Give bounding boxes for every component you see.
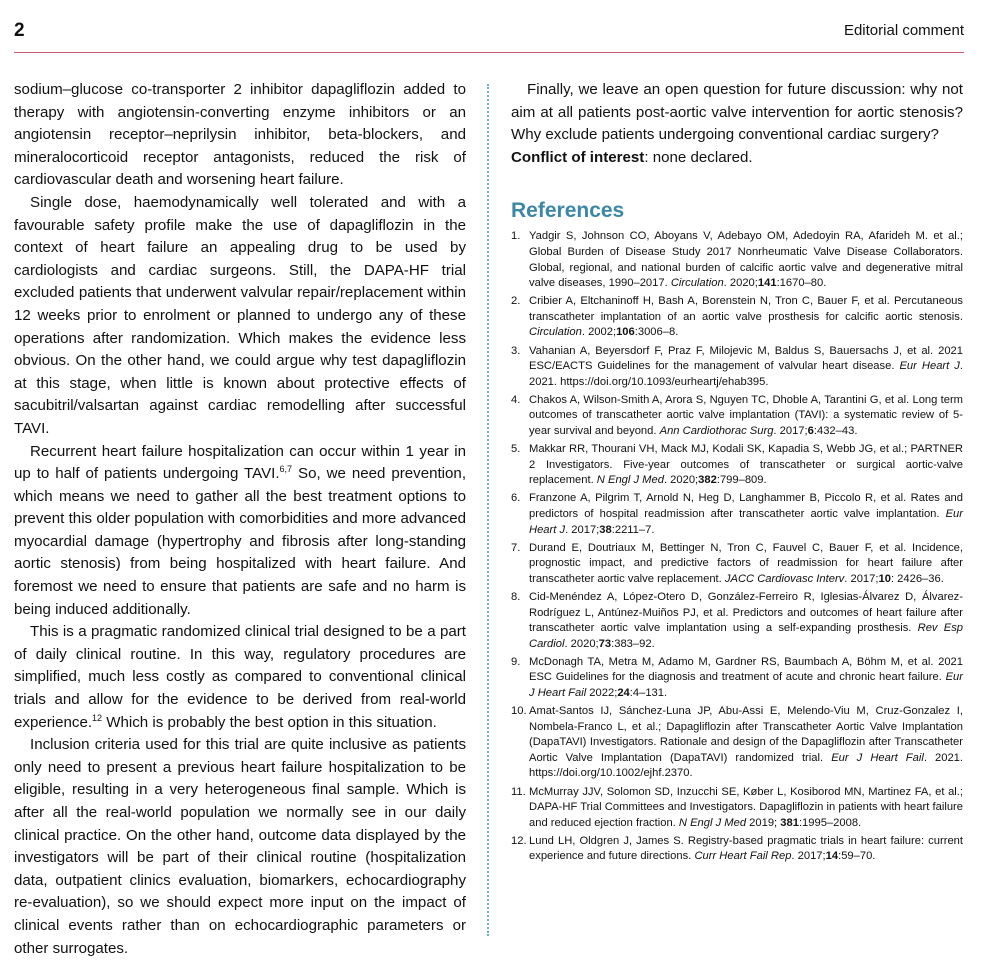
reference-list: [511, 229, 963, 865]
paragraph: Inclusion criteria used for this trial are quite inclusive as patients only need to present a previous heart failure hospitalization to be eligible, resulting in a very heterogeneous final sample. Which is after all the real-world population we normally see in our daily clinical practice. On the other hand, outcome data displayed by the investigators will be part of their clinical routine (hospitalization data, outpatient clinics evaluation, biomarkers, echocardiography re-evaluation), so we should expect more input on the impact of clinical events rather than on echocardiographic parameters or other surrogates.: [14, 736, 466, 957]
reference-number: 5.: [511, 443, 521, 456]
volume: 10: [878, 572, 891, 585]
journal-name: JACC Cardiovasc Interv: [724, 572, 845, 585]
page-header: [14, 18, 964, 53]
volume: 14: [825, 850, 839, 863]
journal-name: Eur Heart J: [529, 507, 963, 536]
journal-name: Circulation: [670, 277, 724, 290]
volume: 6: [807, 425, 814, 437]
reference-item: 7. Durand E, Doutriaux M, Bettinger N, Tron C, Fauvel C, Bauer F, et al. Incidence, prognostic impact, and predictive factors of readmission for heart failure after transcatheter aortic valve replacement. JACC Cardiovasc Interv. 2017;10: 2426–36.: [511, 541, 963, 585]
references-heading: References: [511, 199, 625, 223]
reference-number: 10.: [511, 705, 527, 718]
paragraph: Single dose, haemodynamically well tolerated and with a favourable safety profile make the use of dapagliflozin in the context of heart failure an appealing drug to be used by cardiologists and cardiac surgeons. Still, the DAPA-HF trial excluded patients that underwent valvular repair/replacement within 12 weeks prior to enrolment or planned to undergo any of these operations after randomization. Which makes the evidence less obvious. On the other hand, we could argue why test dapagliflozin at this stage, when little is known about protective effects of sacubitril/valsartan against cardiac remodelling after successful TAVI.: [14, 193, 466, 437]
reference-item: 4. Chakos A, Wilson-Smith A, Arora S, Nguyen TC, Dhoble A, Tarantini G, et al. Long term outcomes of transcatheter aortic valve implantation (TAVI): a systematic review of 5-year survival and beyond. Ann Cardiothorac Surg. 2017;6:432–43.: [511, 393, 963, 437]
reference-item: 8. Cid-Menéndez A, López-Otero D, González-Ferreiro R, Iglesias-Álvarez D, Álvarez-Rodríguez L, Antúnez-Muiños PJ, et al. Predictors and outcomes of heart failure after transcatheter aortic valve implantation using a self-expanding prosthesis. Rev Esp Cardiol. 2020;73:383–92.: [511, 590, 964, 650]
reference-number: 2.: [511, 295, 521, 308]
reference-number: 6.: [511, 492, 521, 505]
volume: 141: [757, 277, 777, 290]
reference-number: 12.: [511, 834, 527, 847]
volume: 38: [599, 523, 612, 536]
reference-number: 7.: [511, 541, 521, 554]
reference-item: 5. Makkar RR, Thourani VH, Mack MJ, Kodali SK, Kapadia S, Webb JG, et al.; PARTNER 2 Investigators. Five-year outcomes of transcatheter or surgical aortic-valve replacement. N Engl J Med. 2020;382:799–809.: [511, 443, 963, 487]
conflict-of-interest: Conflict of interest: none declared.: [511, 148, 753, 166]
reference-item: 11. McMurray JJV, Solomon SD, Inzucchi SE, Køber L, Kosiborod MN, Martinez FA, et al.; DAPA-HF Trial Committees and Investigators. Dapagliflozin in patients with heart failure and reduced ejection fraction. N Engl J Med 2019; 381:1995–2008.: [511, 785, 963, 829]
left-column: [14, 79, 466, 960]
journal-name: N Engl J Med: [678, 816, 747, 829]
journal-name: N Engl J Med: [596, 474, 664, 487]
citation-superscript[interactable]: 12: [92, 712, 103, 723]
journal-name: Circulation: [529, 326, 582, 339]
reference-item: 6. Franzone A, Pilgrim T, Arnold N, Heg D, Langhammer B, Piccolo R, et al. Rates and predictors of hospital readmission after transcatheter aortic valve implantation. Eur Heart J. 2017;38:2211–7.: [511, 492, 963, 536]
column-divider: [487, 84, 489, 936]
reference-number: 11.: [511, 785, 526, 798]
reference-number: 3.: [511, 344, 521, 357]
right-column: [511, 79, 963, 868]
reference-number: 8.: [511, 590, 521, 603]
journal-name: Ann Cardiothorac Surg: [659, 425, 774, 437]
volume: 382: [698, 474, 717, 487]
reference-item: 3. Vahanian A, Beyersdorf F, Praz F, Milojevic M, Baldus S, Bauersachs J, et al. 2021 ESC/EACTS Guidelines for the management of valvular heart disease. Eur Heart J. 2021. https://doi.org/10.1093/eurheartj/ehab395.: [511, 344, 963, 388]
volume: 24: [617, 687, 630, 699]
paragraph: This is a pragmatic randomized clinical trial designed to be a part of daily clinical routine. In this way, regulatory procedures are simplified, much less costly as compared to conventional clinical trials and allow for the evidence to be derived from real-world experience.$^{12}$ Which is probably the best option in this situation.: [14, 623, 466, 731]
journal-name: Rev Esp Cardiol: [529, 622, 964, 650]
reference-item: 1. Yadgir S, Johnson CO, Aboyans V, Adebayo OM, Adedoyin RA, Afarideh M. et al.; Global Burden of Disease Study 2017 Nonrheumatic Valve Disease Collaborators. Global, regional, and national burden of calcific aortic valve and degenerative mitral valve diseases, 1990–2017. Circulation. 2020;141:1670–80.: [511, 230, 963, 290]
paragraph: sodium–glucose co-transporter 2 inhibitor dapagliflozin added to therapy with angiotensin-converting enzyme inhibitors or an angiotensin receptor–neprilysin inhibitor, beta-blockers, and mineralocorticoid receptor antagonists, reduced the risk of cardiovascular death and worsening heart failure.: [14, 81, 466, 189]
volume: 381: [780, 816, 799, 829]
journal-name: Eur J Heart Fail: [529, 671, 963, 699]
reference-item: 12. Lund LH, Oldgren J, James S. Registry-based pragmatic trials in heart failure: current experience and future directions. Curr Heart Fail Rep. 2017;14:59–70.: [511, 834, 963, 863]
volume: 106: [616, 326, 635, 339]
reference-number: 9.: [511, 655, 521, 668]
citation-superscript[interactable]: 6,7: [279, 464, 293, 475]
running-head: Editorial comment: [843, 22, 964, 39]
page-number: 2: [14, 20, 25, 41]
volume: 73: [598, 637, 612, 650]
reference-item: 10. Amat-Santos IJ, Sánchez-Luna JP, Abu-Assi E, Melendo-Viu M, Cruz-Gonzalez I, Nombela-Franco L, et al.; Dapagliflozin after Transcatheter Aortic Valve Implantation (DapaTAVI) Investigators. Rationale and design of the Dapagliflozin after Transcatheter Aortic Valve Implantation (DapaTAVI) randomized trial. Eur J Heart Fail. 2021. https://doi.org/10.1002/ejhf.2370.: [511, 705, 964, 780]
reference-number: 4.: [511, 393, 521, 406]
journal-name: Eur J Heart Fail: [831, 751, 924, 764]
closing-paragraph: Finally, we leave an open question for future discussion: why not aim at all patients post-aortic valve intervention for aortic stenosis? Why exclude patients undergoing conventional cardiac surgery?: [511, 81, 963, 144]
reference-item: 9. McDonagh TA, Metra M, Adamo M, Gardner RS, Baumbach A, Böhm M, et al. 2021 ESC Guidelines for the diagnosis and treatment of acute and chronic heart failure. Eur J Heart Fail 2022;24:4–131.: [511, 655, 963, 699]
journal-name: Curr Heart Fail Rep: [694, 850, 792, 863]
journal-name: Eur Heart J: [899, 360, 960, 373]
reference-number: 1.: [511, 230, 521, 243]
paragraph: Recurrent heart failure hospitalization can occur within 1 year in up to half of patients undergoing TAVI.$^{6,7}$ So, we need prevention, which means we need to gather all the best treatment options to prevent this older population with comorbidities and more advanced myocardial damage (hypertrophy and fibrosis after long-standing aortic stenosis) from being hospitalized with heart failure. And foremost we need to ensure that patients are safe and no harm is being induced additionally.: [14, 442, 467, 618]
reference-item: 2. Cribier A, Eltchaninoff H, Bash A, Borenstein N, Tron C, Bauer F, et al. Percutaneous transcatheter implantation of an aortic valve prosthesis for calcific aortic stenosis. Circulation. 2002;106:3006–8.: [511, 295, 963, 339]
